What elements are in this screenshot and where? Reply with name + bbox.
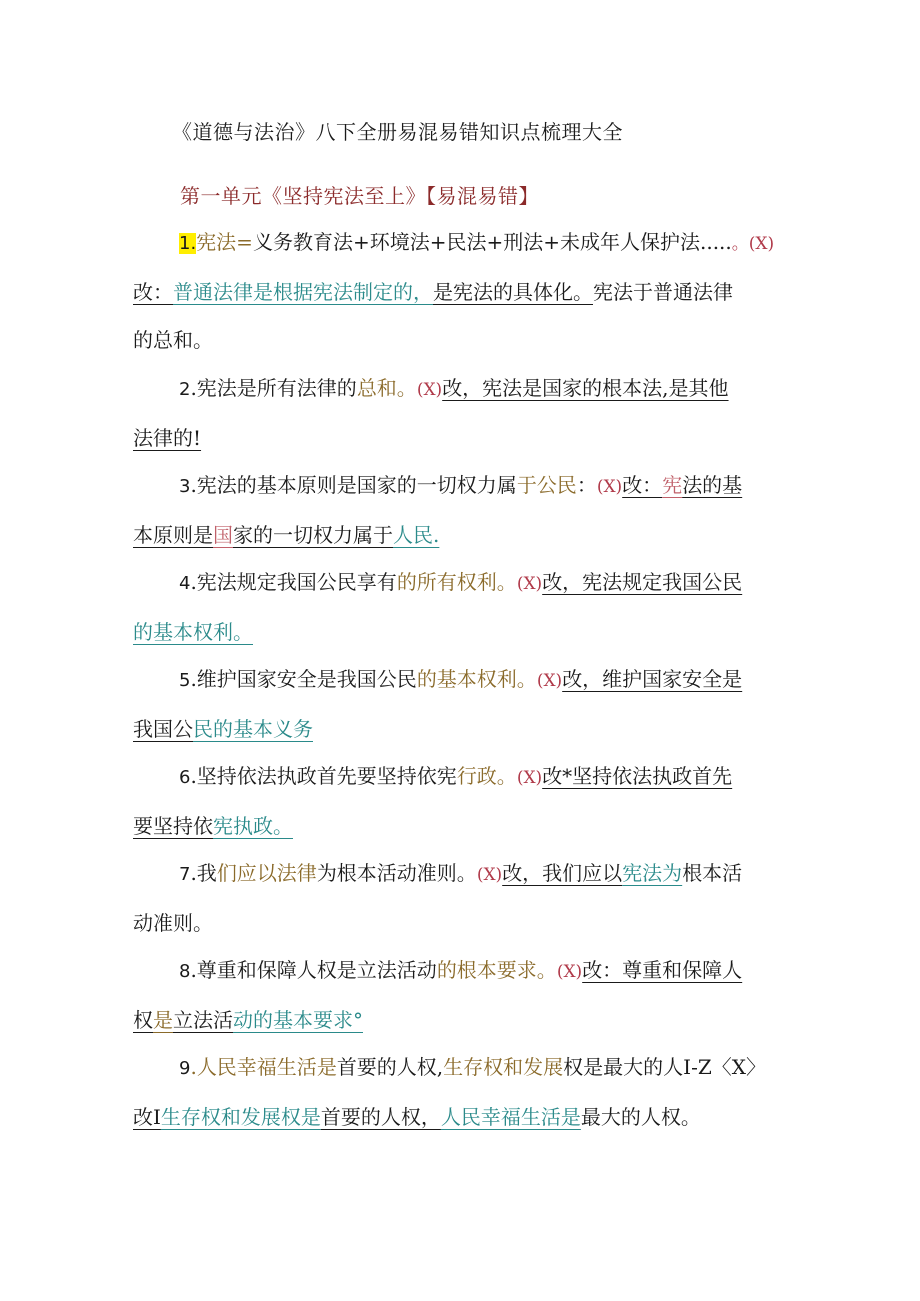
- correction-text: 动的基本要求°: [233, 1008, 363, 1032]
- correction-text: 宪法为: [622, 861, 683, 885]
- wrong-mark: (X): [516, 574, 543, 594]
- item-text: .宪法的基本原则是国家的一切权力属: [190, 473, 517, 497]
- list-item-9: [133, 1043, 793, 1141]
- correction-text: 的基本权利。: [133, 620, 253, 644]
- correction-text: 改，维护国家安全是: [562, 667, 743, 691]
- item-text: .我: [190, 861, 217, 885]
- list-item-4: [133, 558, 793, 656]
- correction-text: 是: [153, 1008, 173, 1032]
- wrong-text: 人民幸福生活: [196, 1055, 317, 1079]
- unit-heading: 第一单元《坚持宪法至上》【易混易错】: [180, 184, 539, 208]
- wrong-mark: (X): [556, 962, 583, 982]
- correction-text: 改：尊重和保障人: [582, 958, 743, 982]
- wrong-mark: (X): [476, 865, 503, 885]
- item-number: 7: [179, 864, 191, 885]
- list-item-2: [133, 364, 793, 462]
- correction-text: 改，宪法是国家的根本法,是其他: [442, 376, 729, 400]
- item-text: 根本活: [682, 861, 743, 885]
- wrong-text: 总和。: [356, 376, 417, 400]
- wrong-text: 行政。: [456, 764, 517, 788]
- correction-text: 法的基: [682, 473, 743, 497]
- wrong-text: 们应: [216, 861, 257, 885]
- item-text: 权是最大的人I-Z〈X〉: [563, 1055, 766, 1079]
- item-text: .尊重和保障人权是立法活动: [190, 958, 437, 982]
- item-number: 8: [179, 961, 191, 982]
- item-text: 动准则。: [133, 911, 213, 935]
- item-text: .维护国家安全是我国公民: [190, 667, 417, 691]
- correction-text: 法律的!: [133, 426, 202, 450]
- correction-text: 立法活: [173, 1008, 233, 1032]
- wrong-text: 生存权和发展: [443, 1055, 564, 1079]
- item-text: ：: [576, 473, 597, 497]
- correction-label: 改I: [133, 1105, 161, 1129]
- correction-text: 改*坚持依法执政首先: [542, 764, 733, 788]
- correction-text: 是宪法的具体化。: [433, 280, 593, 304]
- wrong-mark: (X): [596, 477, 623, 497]
- wrong-mark: 。(X): [731, 234, 775, 254]
- list-item-7: [133, 849, 793, 947]
- correction-text: 首要的人权，: [320, 1105, 441, 1129]
- item-text: .坚持依法执政首先要坚持依宪: [190, 764, 457, 788]
- wrong-text: 的根本要求。: [436, 958, 557, 982]
- correction-text: 民的基本义务: [193, 717, 313, 741]
- item-text: 为根本活动准则。: [316, 861, 477, 885]
- correction-text: 家的一切权力属于: [233, 523, 393, 547]
- page-title: 《道德与法治》八下全册易混易错知识点梳理大全: [172, 120, 623, 144]
- wrong-text: 于公民: [516, 473, 577, 497]
- list-item-8: [133, 946, 793, 1044]
- item-number: 2: [179, 379, 191, 400]
- list-item-1: [133, 218, 793, 364]
- item-number: 9: [179, 1058, 191, 1079]
- wrong-mark: (X): [536, 671, 563, 691]
- correction-label: 改：: [622, 473, 663, 497]
- correction-label: 改：: [133, 280, 173, 304]
- item-text: 的总和。: [133, 328, 213, 352]
- correction-text: 本原则是: [133, 523, 213, 547]
- item-text: 首要的人权,: [336, 1055, 444, 1079]
- correction-text: 人民.: [393, 523, 440, 547]
- correction-text: 权: [133, 1008, 153, 1032]
- list-item-3: [133, 461, 793, 559]
- item-number: 6: [179, 767, 191, 788]
- list-item-5: [133, 655, 793, 753]
- correction-text: 国: [213, 523, 233, 547]
- item-text: 义务教育法+环境法+民法+刑法+未成年人保护法.....: [252, 230, 732, 254]
- correction-text: 生存权和发展权是: [160, 1105, 321, 1129]
- item-number: 3: [179, 476, 191, 497]
- wrong-text: 是: [316, 1055, 337, 1079]
- item-text: .宪法规定我国公民享有: [190, 570, 397, 594]
- correction-text: 我国公: [133, 717, 193, 741]
- item-text: .宪法是所有法律的: [190, 376, 357, 400]
- correction-text: 宪: [662, 473, 683, 497]
- item-number: 4: [179, 573, 191, 594]
- wrong-text: 的基本权利。: [416, 667, 537, 691]
- correction-text: 人民幸福生活是: [440, 1105, 581, 1129]
- wrong-text: 的所有权利。: [396, 570, 517, 594]
- item-number: 5: [179, 670, 191, 691]
- correction-text: 改，我们应以: [502, 861, 623, 885]
- list-item-6: [133, 752, 793, 850]
- item-text: .: [190, 1055, 197, 1079]
- correction-text: 要坚持依: [133, 814, 213, 838]
- wrong-text: 宪法=: [196, 230, 253, 254]
- correction-text: 宪执政。: [213, 814, 293, 838]
- wrong-mark: (X): [416, 380, 443, 400]
- wrong-text: 以法律: [256, 861, 317, 885]
- item-text: 宪法于普通法律: [593, 280, 733, 304]
- wrong-mark: (X): [516, 768, 543, 788]
- correction-text: 改，宪法规定我国公民: [542, 570, 743, 594]
- item-number: 1.: [179, 233, 197, 254]
- correction-text: 普通法律是根据宪法制定的，: [173, 280, 433, 304]
- item-text: 最大的人权。: [580, 1105, 701, 1129]
